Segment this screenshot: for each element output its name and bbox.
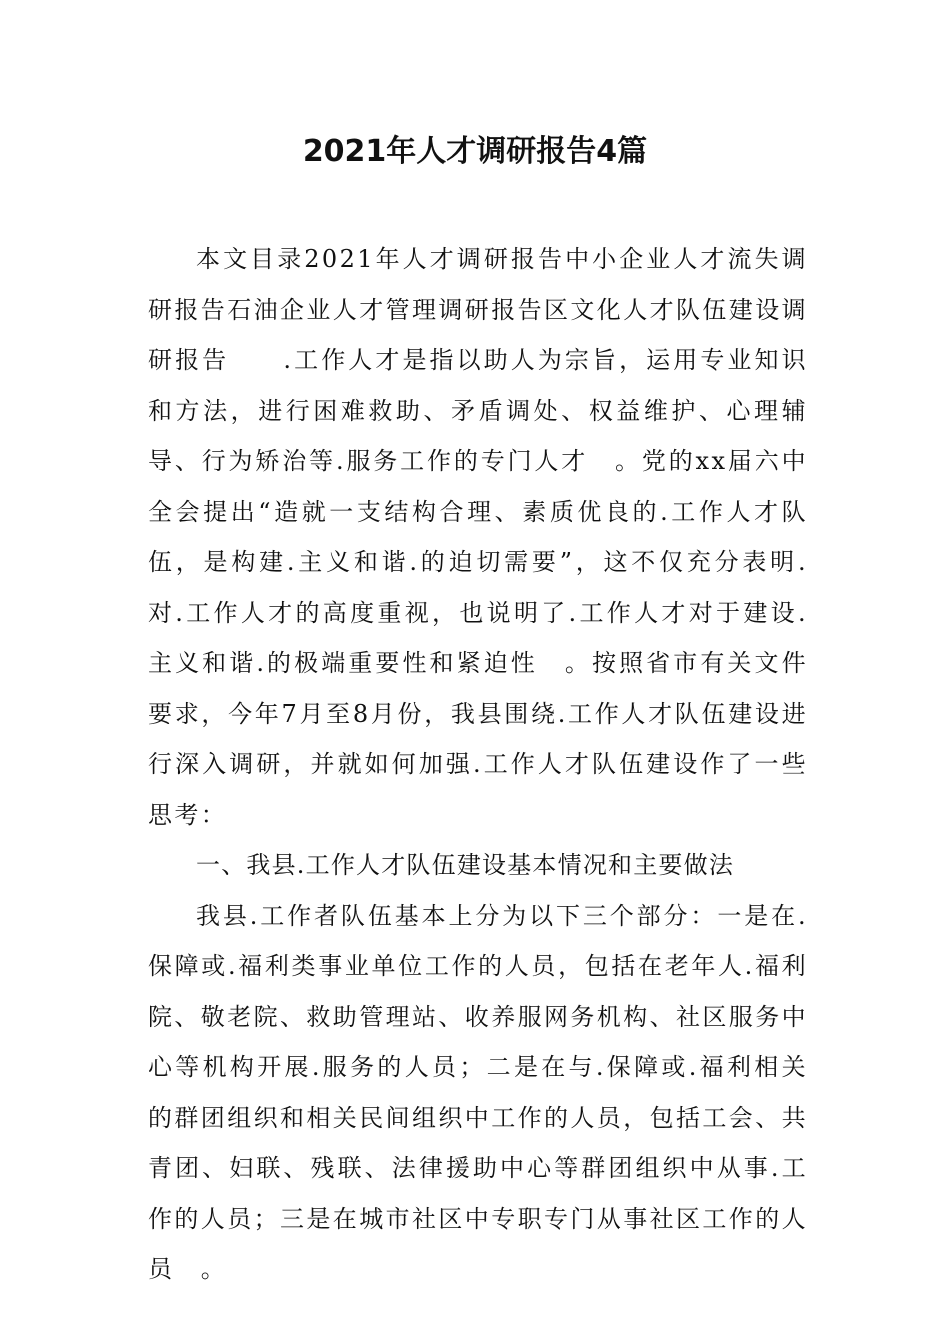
document-body <box>148 234 808 1295</box>
section-heading: 一、我县.工作人才队伍建设基本情况和主要做法 <box>196 851 735 879</box>
section-paragraph: 我县.工作者队伍基本上分为以下三个部分：一是在.保障或.福利类事业单位工作的人员，包括在老年人.福利院、敬老院、救助管理站、收养服网务机构、社区服务中心等机构开展.服务的人员；二是在与.保障或.福利相关的群团组织和相关民间组织中工作的人员，包括工会、共青团、妇联、残联、法律援助中心等群团组织中从事.工作的人员；三是在城市社区中专职专门从事社区工作的人员 。 <box>148 901 808 1283</box>
document-title: 2021年人才调研报告4篇 <box>302 134 648 169</box>
intro-paragraph: 本文目录2021年人才调研报告中小企业人才流失调研报告石油企业人才管理调研报告区文化人才队伍建设调研报告 .工作人才是指以助人为宗旨，运用专业知识和方法，进行困难救助、矛盾调处、权益维护、心理辅导、行为矫治等.服务工作的专门人才 。党的xx届六中全会提出“造就一支结构合理、素质优良的.工作人才队伍，是构建.主义和谐.的迫切需要”，这不仅充分表明.对.工作人才的高度重视，也说明了.工作人才对于建设.主义和谐.的极端重要性和紧迫性 。按照省市有关文件要求，今年7月至8月份，我县围绕.工作人才队伍建设进行深入调研，并就如何加强.工作人才队伍建设作了一些思考： <box>148 245 808 829</box>
